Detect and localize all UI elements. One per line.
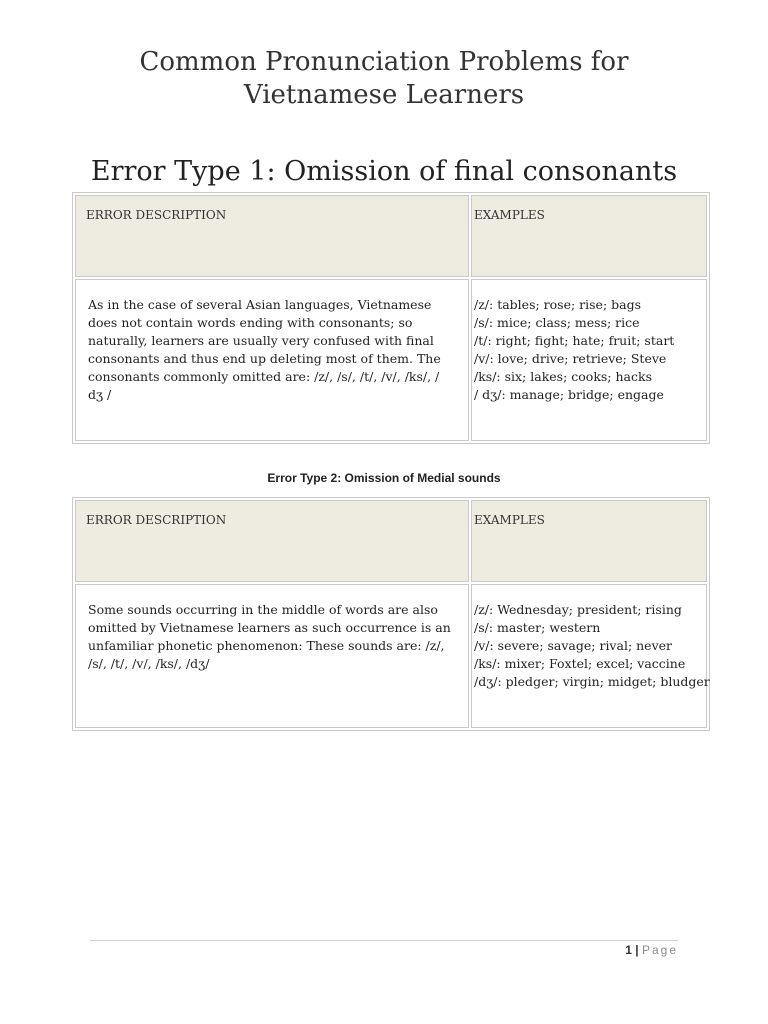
table-row [75, 279, 707, 441]
example-line: /z/: tables; rose; rise; bags [474, 297, 642, 312]
table-row [75, 584, 707, 728]
column-header-examples: EXAMPLES [471, 500, 707, 582]
example-line: /s/: master; western [474, 620, 601, 635]
error-description-cell: As in the case of several Asian languages, Vietnamese does not contain words ending with consonants; so naturally, learners are usually very confused with final consonants and thus end up deleting most of them. The consonants commonly omitted are: /z/, /s/, /t/, /v/, /ks/, / dʒ / [75, 279, 469, 441]
column-header-description: ERROR DESCRIPTION [75, 500, 469, 582]
footer-separator: | [635, 943, 639, 957]
example-line: /z/: Wednesday; president; rising [474, 602, 682, 617]
example-line: / dʒ/: manage; bridge; engage [474, 387, 664, 402]
example-line: /v/: love; drive; retrieve; Steve [474, 351, 667, 366]
title-line-1: Common Pronunciation Problems for [139, 47, 629, 77]
document-title [0, 46, 768, 112]
example-line: /v/: severe; savage; rival; never [474, 638, 673, 653]
example-line: /t/: right; fight; hate; fruit; start [474, 333, 675, 348]
title-line-2: Vietnamese Learners [243, 80, 525, 110]
example-line: /ks/: six; lakes; cooks; hacks [474, 369, 652, 384]
table-header-row [75, 195, 707, 277]
column-header-description: ERROR DESCRIPTION [75, 195, 469, 277]
page-label: Page [641, 943, 678, 957]
column-header-examples: EXAMPLES [471, 195, 707, 277]
page-footer [625, 943, 678, 957]
examples-cell [471, 279, 707, 441]
example-line: /dʒ/: pledger; virgin; midget; bludger [474, 674, 710, 689]
table-header-row [75, 500, 707, 582]
page-number: 1 [625, 943, 632, 957]
example-line: /s/: mice; class; mess; rice [474, 315, 640, 330]
example-line: /ks/: mixer; Foxtel; excel; vaccine [474, 656, 686, 671]
heading-error-type-2: Error Type 2: Omission of Medial sounds [267, 471, 501, 485]
heading-error-type-1: Error Type 1: Omission of final consonants [90, 156, 678, 187]
error-type-1-table [72, 192, 710, 444]
examples-cell [471, 584, 710, 728]
error-type-2-table [72, 497, 710, 731]
footer-divider [90, 940, 678, 941]
error-description-cell: Some sounds occurring in the middle of words are also omitted by Vietnamese learners as such occurrence is an unfamiliar phonetic phenomenon: These sounds are: /z/, /s/, /t/, /v/, /ks/, /dʒ/ [75, 584, 469, 728]
